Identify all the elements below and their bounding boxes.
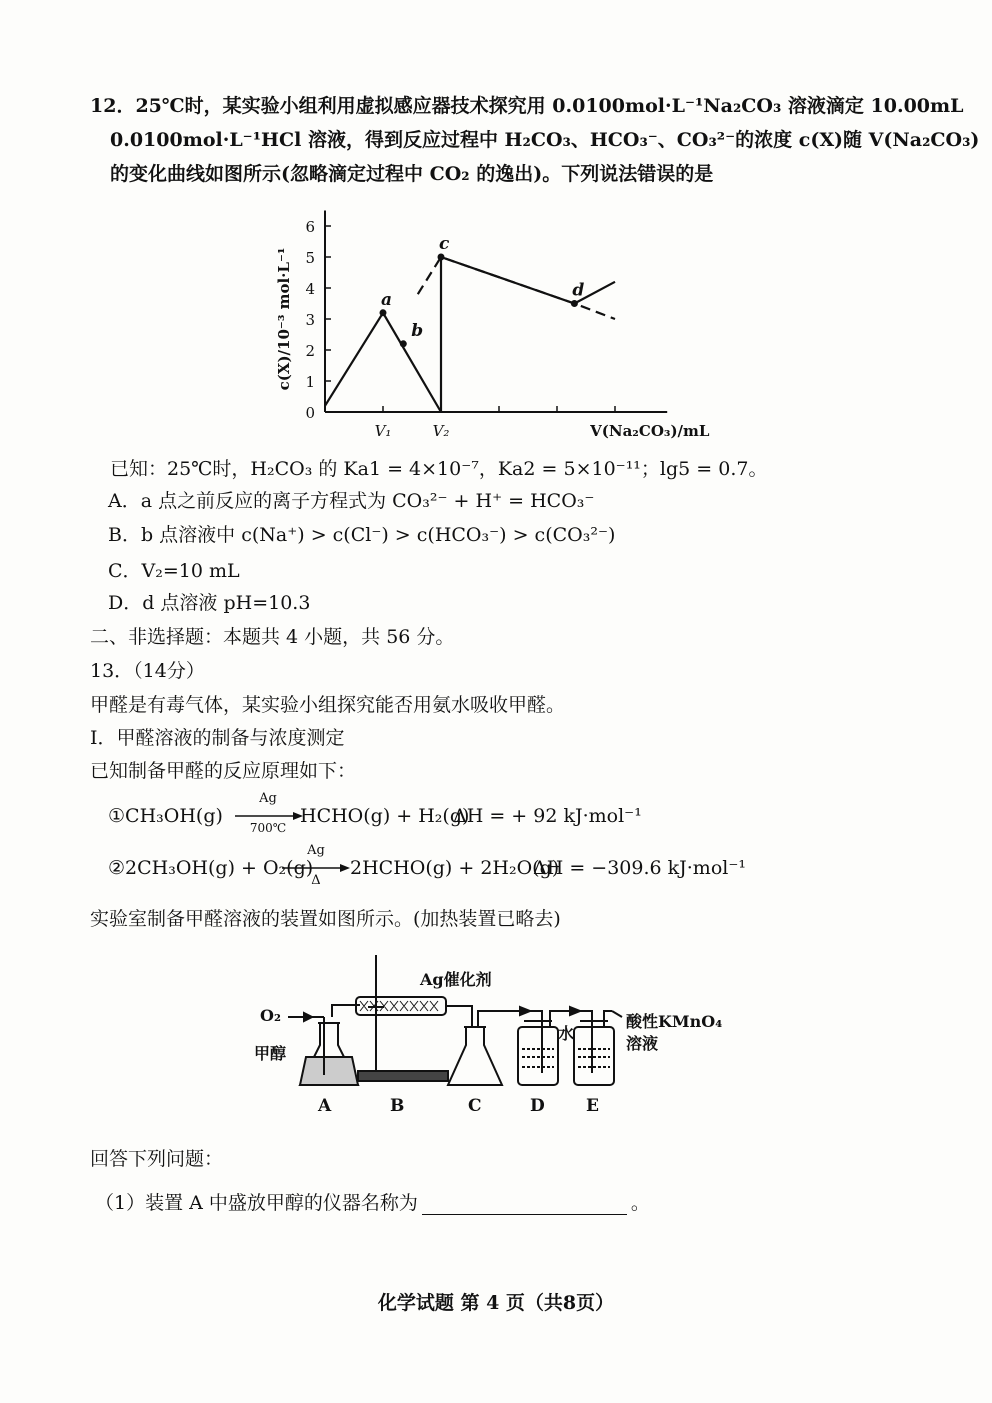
- reaction-2-catalyst: Ag: [307, 843, 325, 858]
- y-tick-label: 6: [305, 218, 315, 236]
- reaction-1-catalyst: Ag: [259, 791, 277, 806]
- answer-blank[interactable]: [422, 1196, 627, 1215]
- reaction-1-reactants: ①CH₃OH(g): [108, 805, 223, 827]
- label-A: A: [318, 1096, 332, 1116]
- label-C: C: [468, 1096, 482, 1116]
- reaction-2-enthalpy: ΔH = −309.6 kJ·mol⁻¹: [533, 857, 746, 879]
- q12-option-c: C．V₂=10 mL: [108, 560, 240, 582]
- q12-option-d: D．d 点溶液 pH=10.3: [108, 592, 311, 614]
- label-B: B: [390, 1096, 405, 1116]
- q13-number: 13．（14分）: [90, 660, 205, 682]
- point-label-d: d: [572, 280, 585, 301]
- point-label-a: a: [381, 289, 393, 310]
- x-tick-label: V₁: [374, 422, 392, 440]
- q13-intro: 甲醛是有毒气体，某实验小组探究能否用氨水吸收甲醛。: [90, 694, 566, 716]
- label-o2: O₂: [260, 1006, 281, 1025]
- q12-option-a: A．a 点之前反应的离子方程式为 CO₃²⁻ + H⁺ = HCO₃⁻: [108, 490, 595, 512]
- sub-question-1-text: （1）装置 A 中盛放甲醇的仪器名称为: [95, 1192, 418, 1214]
- label-water: 水: [558, 1024, 575, 1043]
- reaction-1-condition: 700℃: [249, 821, 287, 835]
- reaction-2-arrow-icon: [280, 863, 352, 873]
- y-tick-label: 5: [305, 249, 315, 267]
- q12-option-b: B．b 点溶液中 c(Na⁺) > c(Cl⁻) > c(HCO₃⁻) > c(CO₃²⁻): [108, 524, 616, 546]
- y-tick-label: 1: [305, 373, 315, 391]
- q12-line2: 0.0100mol·L⁻¹HCl 溶液，得到反应过程中 H₂CO₃、HCO₃⁻、CO₃²⁻的浓度 c(X)随 V(Na₂CO₃): [110, 129, 980, 151]
- apparatus-diagram: [240, 945, 770, 1120]
- answer-prompt: 回答下列问题：: [90, 1148, 224, 1170]
- point-marker: [571, 300, 578, 307]
- series-line-2: [418, 257, 615, 319]
- sub-question-1: [95, 1192, 650, 1215]
- q13-part1-heading: I．甲醛溶液的制备与浓度测定: [90, 727, 345, 749]
- series-line-0: [325, 313, 441, 412]
- y-tick-label: 2: [305, 342, 315, 360]
- point-label-b: b: [411, 320, 424, 341]
- series-line-1: [441, 257, 615, 412]
- reaction-2-condition: Δ: [311, 873, 321, 888]
- label-catalyst: Ag催化剂: [420, 970, 492, 989]
- reaction-1-arrow-icon: [233, 811, 305, 821]
- label-kmno4-line1: 酸性KMnO₄: [626, 1012, 723, 1031]
- x-axis-label: V(Na₂CO₃)/mL: [590, 422, 710, 440]
- reaction-1-enthalpy: ΔH = + 92 kJ·mol⁻¹: [453, 805, 642, 827]
- y-axis-label: c(X)/10⁻³ mol·L⁻¹: [275, 247, 293, 391]
- section-2-heading: 二、非选择题：本题共 4 小题，共 56 分。: [90, 626, 455, 648]
- reaction-2-products: 2HCHO(g) + 2H₂O(g): [350, 857, 560, 879]
- q12-line3: 的变化曲线如图所示(忽略滴定过程中 CO₂ 的逸出)。下列说法错误的是: [110, 163, 714, 185]
- point-marker: [380, 309, 387, 316]
- reaction-1-products: HCHO(g) + H₂(g): [300, 805, 470, 827]
- q12-known: 已知：25℃时，H₂CO₃ 的 Ka1 = 4×10⁻⁷，Ka2 = 5×10⁻¹¹；lg5 = 0.7。: [110, 458, 768, 480]
- titration-chart: [270, 190, 710, 445]
- label-methanol: 甲醇: [254, 1044, 287, 1063]
- point-marker: [400, 340, 407, 347]
- label-kmno4-line2: 溶液: [626, 1034, 659, 1053]
- label-D: D: [530, 1096, 545, 1116]
- point-marker: [438, 254, 445, 261]
- q12-line1: 12．25℃时，某实验小组利用虚拟感应器技术探究用 0.0100mol·L⁻¹Na₂CO₃ 溶液滴定 10.00mL: [90, 95, 964, 117]
- x-tick-label: V₂: [432, 422, 450, 440]
- page-footer: 化学试题 第 4 页（共8页）: [377, 1292, 615, 1314]
- y-tick-label: 0: [305, 404, 315, 422]
- y-tick-label: 4: [305, 280, 315, 298]
- q13-known: 已知制备甲醛的反应原理如下：: [90, 760, 357, 782]
- label-E: E: [586, 1096, 599, 1116]
- y-tick-label: 3: [305, 311, 315, 329]
- apparatus-description: 实验室制备甲醛溶液的装置如图所示。(加热装置已略去): [90, 908, 561, 930]
- reaction-2-reactants: ②2CH₃OH(g) + O₂(g): [108, 857, 314, 879]
- point-label-c: c: [439, 234, 450, 254]
- sub-question-1-end: 。: [630, 1192, 650, 1214]
